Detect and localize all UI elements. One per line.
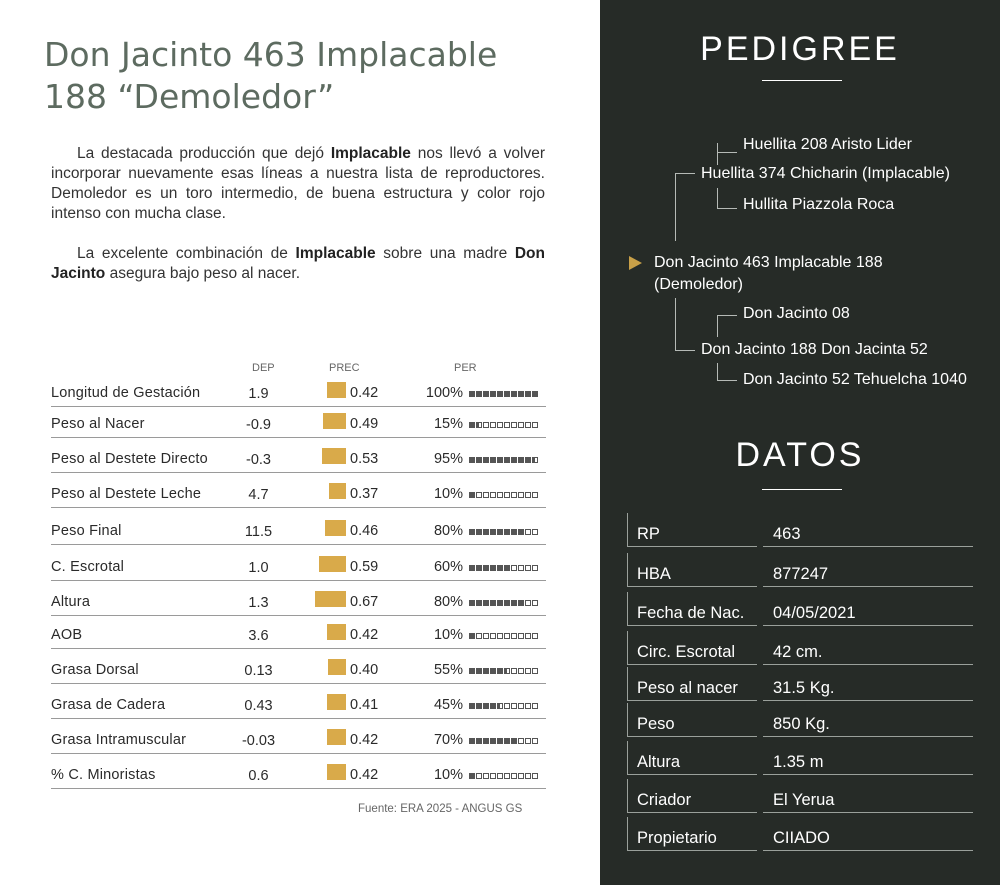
pedigree-sire-dam: Hullita Piazzola Roca	[743, 196, 895, 213]
tree-line	[717, 152, 737, 153]
row-left-border	[627, 703, 628, 737]
percentile-square	[490, 668, 496, 674]
percentile-square	[469, 457, 475, 463]
row-left-border	[627, 741, 628, 775]
emphasis-text: Don Jacinto	[51, 245, 545, 282]
trait-label: Peso al Destete Directo	[51, 451, 208, 467]
percentile-squares	[469, 422, 538, 428]
percentile-square	[476, 668, 482, 674]
dep-value: -0.03	[241, 733, 276, 749]
dep-value: 11.5	[244, 524, 273, 540]
body-text: sobre una madre	[375, 245, 515, 262]
datos-key: Propietario	[637, 829, 717, 847]
percentile-square	[525, 600, 531, 606]
percentile-squares	[469, 773, 538, 779]
datos-title-rule	[762, 489, 842, 490]
percentile-square	[518, 565, 524, 571]
table-row	[51, 373, 546, 407]
trait-label: Grasa Intramuscular	[51, 732, 187, 748]
percentile-square	[476, 738, 482, 744]
percentile-square	[532, 391, 538, 397]
per-value: 80%	[433, 523, 463, 539]
percentile-square	[490, 422, 496, 428]
row-rule	[627, 850, 757, 851]
datos-key: Peso al nacer	[637, 679, 738, 697]
trait-label: Peso Final	[51, 523, 122, 539]
row-left-border	[627, 631, 628, 665]
percentile-square	[511, 422, 517, 428]
percentile-square	[483, 391, 489, 397]
percentile-square	[532, 600, 538, 606]
prec-bar	[327, 382, 346, 398]
percentile-square	[497, 738, 503, 744]
datos-value: 42 cm.	[773, 643, 823, 661]
prec-value: 0.42	[350, 732, 379, 748]
table-row	[51, 755, 546, 789]
percentile-square	[511, 600, 517, 606]
datos-row	[627, 549, 973, 587]
datos-key: Criador	[637, 791, 692, 809]
percentile-square	[483, 773, 489, 779]
datos-row	[627, 813, 973, 851]
percentile-square	[476, 703, 482, 709]
percentile-square	[532, 457, 538, 463]
percentile-square	[476, 492, 482, 498]
prec-bar	[329, 483, 346, 499]
source-note: Fuente: ERA 2025 - ANGUS GS	[358, 803, 523, 815]
percentile-square	[476, 773, 482, 779]
dep-value: -0.9	[246, 417, 271, 433]
prec-bar	[327, 694, 346, 710]
percentile-square	[525, 738, 531, 744]
trait-label: Peso al Nacer	[51, 416, 145, 432]
dep-value: 0.43	[244, 698, 273, 714]
trait-label: AOB	[51, 627, 83, 643]
pedigree-dam-dam: Don Jacinto 52 Tehuelcha 1040	[743, 371, 967, 388]
percentile-square	[497, 492, 503, 498]
percentile-square	[490, 457, 496, 463]
percentile-square	[490, 529, 496, 535]
pedigree-title: PEDIGREE	[700, 30, 900, 68]
datos-row	[627, 737, 973, 775]
per-value: 15%	[433, 416, 463, 432]
percentile-square	[497, 391, 503, 397]
percentile-square	[490, 773, 496, 779]
trait-label: % C. Minoristas	[51, 767, 156, 783]
table-row	[51, 582, 546, 616]
row-rule	[763, 586, 973, 587]
percentile-square	[483, 600, 489, 606]
per-value: 45%	[433, 697, 463, 713]
pedigree-dam: Don Jacinto 188 Don Jacinta 52	[701, 341, 928, 358]
percentile-square	[490, 492, 496, 498]
row-left-border	[627, 592, 628, 626]
percentile-square	[497, 565, 503, 571]
body-text: La destacada producción que dejó	[77, 145, 331, 162]
row-rule	[627, 586, 757, 587]
percentile-square	[469, 773, 475, 779]
percentile-square	[504, 738, 510, 744]
dep-value: 1.9	[248, 386, 269, 402]
percentile-square	[525, 633, 531, 639]
percentile-square	[504, 600, 510, 606]
prec-value: 0.53	[350, 451, 379, 467]
header-prec: PREC	[329, 362, 360, 374]
tree-line	[675, 350, 695, 351]
row-rule	[763, 546, 973, 547]
percentile-square	[469, 565, 475, 571]
prec-value: 0.40	[350, 662, 379, 678]
percentile-square	[525, 492, 531, 498]
percentile-square	[497, 457, 503, 463]
percentile-square	[497, 633, 503, 639]
percentile-square	[497, 703, 503, 709]
pedigree-subject-nickname: (Demoledor)	[654, 276, 743, 293]
header-per: PER	[454, 362, 477, 374]
per-value: 60%	[433, 559, 463, 575]
percentile-square	[518, 773, 524, 779]
tree-line	[717, 380, 737, 381]
trait-label: Altura	[51, 594, 91, 610]
tree-line	[675, 173, 676, 241]
datos-row	[627, 627, 973, 665]
dep-value: 0.13	[244, 663, 273, 679]
prec-value: 0.46	[350, 523, 379, 539]
prec-bar	[328, 659, 346, 675]
tree-line	[717, 143, 718, 165]
per-value: 10%	[433, 486, 463, 502]
percentile-squares	[469, 457, 538, 463]
percentile-square	[483, 457, 489, 463]
datos-value: CIIADO	[773, 829, 830, 847]
page-title: Don Jacinto 463 Implacable 188 “Demoledor”	[44, 35, 498, 116]
percentile-squares	[469, 492, 538, 498]
row-left-border	[627, 779, 628, 813]
prec-bar	[327, 729, 346, 745]
percentile-square	[469, 391, 475, 397]
percentile-square	[504, 668, 510, 674]
percentile-square	[518, 668, 524, 674]
per-value: 55%	[433, 662, 463, 678]
table-row	[51, 547, 546, 581]
percentile-square	[504, 422, 510, 428]
percentile-square	[497, 773, 503, 779]
percentile-square	[490, 391, 496, 397]
percentile-square	[511, 391, 517, 397]
percentile-square	[483, 738, 489, 744]
percentile-square	[511, 668, 517, 674]
prec-value: 0.67	[350, 594, 379, 610]
percentile-square	[511, 703, 517, 709]
prec-bar	[325, 520, 346, 536]
percentile-square	[490, 738, 496, 744]
percentile-square	[469, 600, 475, 606]
datos-row	[627, 775, 973, 813]
row-left-border	[627, 817, 628, 851]
tree-line	[675, 173, 695, 174]
dep-value: 0.6	[248, 768, 269, 784]
percentile-square	[504, 529, 510, 535]
percentile-square	[476, 529, 482, 535]
datos-value: El Yerua	[773, 791, 835, 809]
percentile-square	[518, 529, 524, 535]
percentile-square	[525, 668, 531, 674]
datos-key: Altura	[637, 753, 681, 771]
percentile-square	[483, 633, 489, 639]
percentile-square	[532, 492, 538, 498]
subject-marker-icon	[629, 256, 642, 270]
pedigree-subject: Don Jacinto 463 Implacable 188	[654, 254, 883, 271]
row-left-border	[627, 513, 628, 547]
percentile-square	[504, 391, 510, 397]
percentile-square	[525, 422, 531, 428]
row-rule	[627, 625, 757, 626]
prec-value: 0.49	[350, 416, 379, 432]
percentile-square	[490, 565, 496, 571]
tree-line	[717, 363, 718, 380]
percentile-square	[504, 565, 510, 571]
percentile-square	[532, 565, 538, 571]
table-row	[51, 650, 546, 684]
dep-value: -0.3	[246, 452, 271, 468]
trait-label: Longitud de Gestación	[51, 385, 201, 401]
row-rule	[763, 625, 973, 626]
percentile-square	[511, 738, 517, 744]
percentile-square	[518, 422, 524, 428]
table-row	[51, 474, 546, 508]
percentile-square	[518, 738, 524, 744]
row-left-border	[627, 553, 628, 587]
datos-row	[627, 509, 973, 547]
percentile-squares	[469, 600, 538, 606]
percentile-square	[511, 565, 517, 571]
percentile-squares	[469, 633, 538, 639]
percentile-square	[504, 773, 510, 779]
percentile-square	[532, 703, 538, 709]
percentile-squares	[469, 668, 538, 674]
percentile-square	[525, 457, 531, 463]
datos-value: 463	[773, 525, 801, 543]
percentile-square	[490, 600, 496, 606]
percentile-square	[518, 391, 524, 397]
percentile-square	[518, 457, 524, 463]
percentile-square	[525, 391, 531, 397]
per-value: 70%	[433, 732, 463, 748]
percentile-squares	[469, 391, 538, 397]
percentile-square	[476, 633, 482, 639]
percentile-square	[476, 565, 482, 571]
percentile-square	[490, 703, 496, 709]
datos-value: 1.35 m	[773, 753, 824, 771]
percentile-square	[476, 422, 482, 428]
percentile-square	[532, 668, 538, 674]
description-paragraph-1	[51, 144, 545, 224]
percentile-square	[511, 529, 517, 535]
percentile-square	[511, 492, 517, 498]
percentile-square	[483, 668, 489, 674]
prec-value: 0.41	[350, 697, 379, 713]
trait-label: Peso al Destete Leche	[51, 486, 202, 502]
tree-line	[717, 188, 718, 208]
prec-bar	[315, 591, 346, 607]
percentile-squares	[469, 738, 538, 744]
percentile-square	[483, 565, 489, 571]
per-value: 95%	[433, 451, 463, 467]
pedigree-sire: Huellita 374 Chicharin (Implacable)	[701, 165, 951, 182]
datos-value: 850 Kg.	[773, 715, 830, 733]
percentile-square	[504, 703, 510, 709]
prec-bar	[319, 556, 346, 572]
percentile-square	[518, 633, 524, 639]
prec-bar	[322, 448, 346, 464]
datos-row	[627, 663, 973, 701]
percentile-square	[469, 492, 475, 498]
per-value: 10%	[433, 627, 463, 643]
percentile-square	[483, 422, 489, 428]
percentile-square	[504, 633, 510, 639]
percentile-square	[497, 668, 503, 674]
percentile-square	[483, 492, 489, 498]
description-paragraph-2	[51, 244, 545, 284]
datos-row	[627, 588, 973, 626]
prec-bar	[323, 413, 346, 429]
tree-line	[717, 208, 737, 209]
percentile-square	[469, 529, 475, 535]
prec-bar	[327, 764, 346, 780]
percentile-square	[511, 773, 517, 779]
datos-key: Peso	[637, 715, 675, 733]
percentile-square	[525, 565, 531, 571]
datos-value: 31.5 Kg.	[773, 679, 835, 697]
table-row	[51, 511, 546, 545]
table-row	[51, 685, 546, 719]
datos-key: RP	[637, 525, 660, 543]
pedigree-dam-sire: Don Jacinto 08	[743, 305, 850, 322]
prec-value: 0.59	[350, 559, 379, 575]
per-value: 10%	[433, 767, 463, 783]
percentile-squares	[469, 565, 538, 571]
percentile-square	[532, 529, 538, 535]
percentile-square	[532, 773, 538, 779]
table-row	[51, 404, 546, 438]
header-dep: DEP	[252, 362, 275, 374]
dep-value: 1.0	[248, 560, 269, 576]
percentile-square	[497, 600, 503, 606]
percentile-square	[469, 668, 475, 674]
tree-line	[717, 315, 737, 316]
percentile-square	[504, 492, 510, 498]
pedigree-title-rule	[762, 80, 842, 81]
percentile-square	[497, 422, 503, 428]
percentile-square	[525, 773, 531, 779]
per-value: 80%	[433, 594, 463, 610]
datos-value: 877247	[773, 565, 829, 583]
prec-value: 0.37	[350, 486, 379, 502]
trait-label: Grasa Dorsal	[51, 662, 139, 678]
tree-line	[675, 298, 676, 350]
percentile-squares	[469, 529, 538, 535]
row-left-border	[627, 667, 628, 701]
pedigree-sire-sire: Huellita 208 Aristo Lider	[743, 136, 912, 153]
percentile-square	[497, 529, 503, 535]
table-row	[51, 615, 546, 649]
percentile-square	[483, 529, 489, 535]
percentile-square	[511, 457, 517, 463]
datos-key: Circ. Escrotal	[637, 643, 736, 661]
percentile-squares	[469, 703, 538, 709]
prec-value: 0.42	[350, 627, 379, 643]
percentile-square	[518, 703, 524, 709]
dep-value: 3.6	[248, 628, 269, 644]
percentile-square	[532, 422, 538, 428]
percentile-square	[511, 633, 517, 639]
percentile-square	[518, 492, 524, 498]
percentile-square	[469, 703, 475, 709]
percentile-square	[476, 457, 482, 463]
prec-bar	[327, 624, 346, 640]
row-rule	[627, 546, 757, 547]
body-text: asegura bajo peso al nacer.	[105, 265, 301, 282]
datos-title: DATOS	[735, 436, 865, 474]
row-rule	[763, 850, 973, 851]
prec-value: 0.42	[350, 767, 379, 783]
datos-row	[627, 699, 973, 737]
prec-value: 0.42	[350, 385, 379, 401]
percentile-square	[469, 633, 475, 639]
trait-label: C. Escrotal	[51, 559, 125, 575]
percentile-square	[483, 703, 489, 709]
percentile-square	[469, 738, 475, 744]
percentile-square	[532, 738, 538, 744]
percentile-square	[490, 633, 496, 639]
percentile-square	[476, 600, 482, 606]
percentile-square	[504, 457, 510, 463]
tree-line	[717, 315, 718, 337]
dep-value: 4.7	[248, 487, 269, 503]
dep-value: 1.3	[248, 595, 269, 611]
body-text: nos llevó a volver incorporar nuevamente esas líneas a nuestra lista de reproductores. Demoledor es un toro intermedio, de buena estructura y color rojo intenso con mucha clase.	[51, 145, 546, 222]
percentile-square	[518, 600, 524, 606]
body-text: La excelente combinación de	[77, 245, 296, 262]
emphasis-text: Implacable	[330, 145, 411, 162]
table-row	[51, 439, 546, 473]
percentile-square	[532, 633, 538, 639]
percentile-square	[525, 703, 531, 709]
emphasis-text: Implacable	[295, 245, 376, 262]
datos-value: 04/05/2021	[773, 604, 856, 622]
datos-key: HBA	[637, 565, 671, 583]
percentile-square	[476, 391, 482, 397]
per-value: 100%	[425, 385, 463, 401]
percentile-square	[469, 422, 475, 428]
table-row	[51, 720, 546, 754]
datos-key: Fecha de Nac.	[637, 604, 745, 622]
percentile-square	[525, 529, 531, 535]
trait-label: Grasa de Cadera	[51, 697, 166, 713]
